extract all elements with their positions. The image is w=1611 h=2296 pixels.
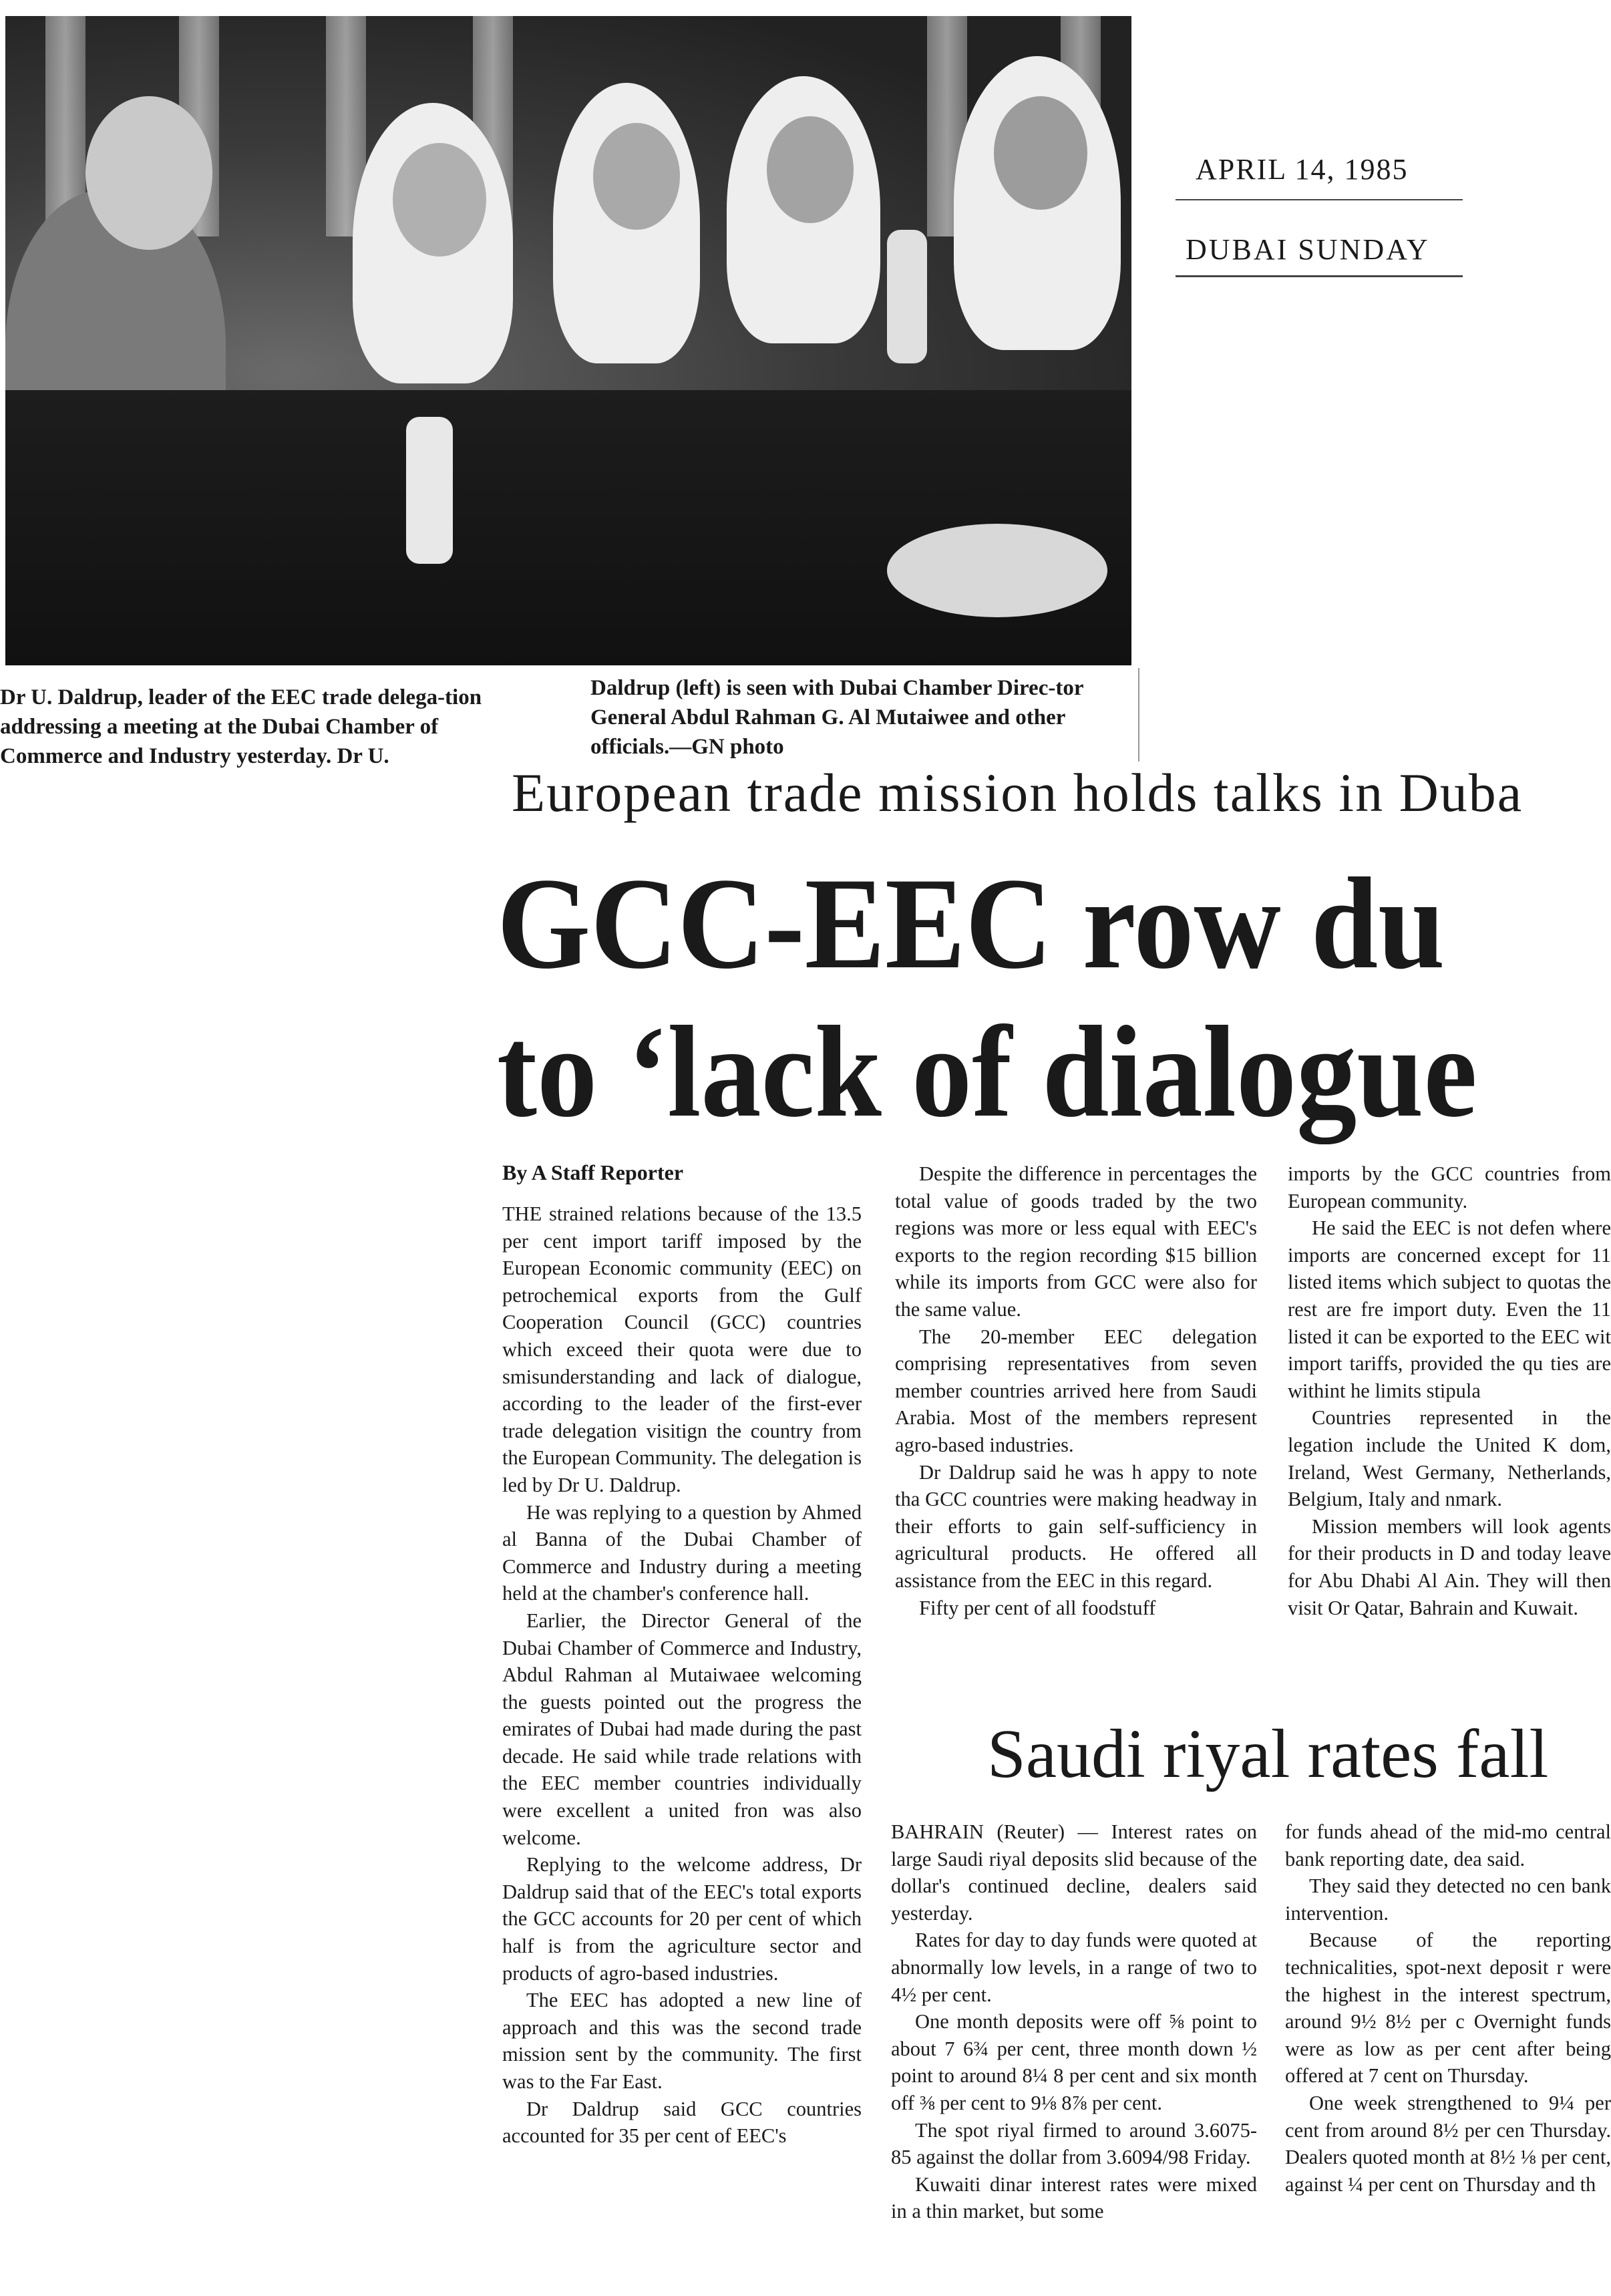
column-rule: [1138, 668, 1139, 762]
paragraph: Rates for day to day funds were quoted at abnormally low levels, in a range of two to 4½ per cent.: [891, 1929, 1257, 2006]
dateline-rule: [1176, 199, 1463, 200]
article-column-2: [895, 1160, 1257, 1621]
paragraph: Earlier, the Director General of the Dubai Chamber of Commerce and Industry, Abdul Rahman al Mutaiwaee welcoming the guests pointed out the progress the emirates of Dubai had made during the past decade. He said while trade relations with the EEC member countries individually were excellent a united fron was also welcome.: [502, 1609, 862, 1849]
article-headline: [497, 850, 1522, 1146]
paragraph: The 20-member EEC delegation comprising representatives from seven member countries arrived here from Saudi Arabia. Most of the members represent agro-based industries.: [895, 1325, 1257, 1456]
article-kicker: European trade mission holds talks in Duba: [512, 762, 1524, 823]
dateline-date: APRIL 14, 1985: [1196, 153, 1409, 186]
paragraph: He was replying to a question by Ahmed al Banna of the Dubai Chamber of Commerce and Industry during a meeting held at the chamber's conference hall.: [502, 1500, 862, 1605]
paragraph: The EEC has adopted a new line of approach and this was the second trade mission sent by the community. The first was to the Far East.: [502, 1989, 862, 2093]
paragraph: THE strained relations because of the 13.5 per cent import tariff imposed by the European Economic community (EEC) on petrochemical exports from the Gulf Cooperation Council (GCC) countries which exceed their quota were due to smisunderstanding and lack of dialogue, according to the leader of the first-ever trade delegation visitign the country from the European Community. The delegation is led by Dr U. Daldrup.: [502, 1202, 862, 1496]
paragraph: Kuwaiti dinar interest rates were mixed in a thin market, but some: [891, 2172, 1257, 2223]
paragraph: Fifty per cent of all foodstuff: [919, 1596, 1156, 1619]
article-column-3: [1288, 1160, 1611, 1621]
dateline-rule-bottom: [1176, 275, 1463, 277]
article-column-1: [502, 1200, 862, 2150]
paragraph: He said the EEC is not defen where imports are concerned except for 11 listed items which subject to quotas the rest are fre import duty. Even the 11 listed it can be exported to the EEC wit import tariffs, provided the qu ties are withint he limits stipula: [1288, 1216, 1611, 1402]
paragraph: Dr Daldrup said he was h appy to note tha GCC countries were making headway in their efforts to gain self-sufficiency in agricultural products. He offered all assistance from the EEC in this regard.: [895, 1460, 1257, 1592]
photo-caption-left: Dr U. Daldrup, leader of the EEC trade delega-tion addressing a meeting at the Dubai Chamber of Commerce and Industry yesterday. Dr U.: [0, 685, 482, 768]
paragraph: Replying to the welcome address, Dr Daldrup said that of the EEC's total exports the GCC accounts for 20 per cent of which half is from the agriculture sector and products of agro-based industries.: [502, 1853, 862, 1985]
meeting-photo: [5, 16, 1131, 665]
headline-line-1: GCC-EEC row du: [497, 851, 1445, 996]
paragraph: for funds ahead of the mid-mo central bank reporting date, dea said.: [1285, 1820, 1611, 1870]
paragraph: One month deposits were off ⅝ point to about 7 6¾ per cent, three month down ½ point to around 8¼ 8 per cent and six month off ⅜ per cent to 9⅛ 8⅞ per cent.: [891, 2010, 1257, 2114]
photo-caption-right: Daldrup (left) is seen with Dubai Chamber Direc-tor General Abdul Rahman G. Al Mutaiwee and other officials.—GN photo: [590, 676, 1083, 759]
byline: By A Staff Reporter: [502, 1160, 684, 1184]
dateline-day: DUBAI SUNDAY: [1186, 233, 1430, 266]
paragraph: Mission members will look agents for their products in D and today leave for Abu Dhabi Al Ain. They will then visit Or Qatar, Bahrain and Kuwait.: [1288, 1514, 1611, 1619]
paragraph: They said they detected no cen bank intervention.: [1285, 1874, 1611, 1925]
paragraph: Because of the reporting technicalities, spot-next deposit r were the highest in the interest spectrum, around 9½ 8½ per c Overnight funds were as low as per cent after being offered at 7 cent on Thursday.: [1285, 1929, 1611, 2088]
paragraph: imports by the GCC countries from European community.: [1288, 1162, 1611, 1212]
paragraph: Countries represented in the legation include the United K dom, Ireland, West Germany, Netherlands, Belgium, Italy and nmark.: [1288, 1406, 1611, 1511]
paragraph: Despite the difference in percentages the total value of goods traded by the two regions was more or less equal with EEC's exports to the region recording $15 billion while its imports from GCC were also for the same value.: [895, 1162, 1257, 1321]
riyal-column-1: [891, 1818, 1257, 2225]
paragraph: Dr Daldrup said GCC countries accounted for 35 per cent of EEC's: [502, 2097, 862, 2148]
riyal-headline: Saudi riyal rates fall: [987, 1715, 1549, 1792]
paragraph: BAHRAIN (Reuter) — Interest rates on large Saudi riyal deposits slid because of the dollar's continued decline, dealers said yesterday.: [891, 1820, 1257, 1925]
headline-line-2: to ‘lack of dialogue: [497, 999, 1477, 1144]
paragraph: One week strengthened to 9¼ per cent from around 8½ per cen Thursday. Dealers quoted month at 8½ ⅛ per cent, against ¼ per cent on Thursday and th: [1285, 2091, 1611, 2196]
riyal-column-2: [1285, 1818, 1611, 2198]
paragraph: The spot riyal firmed to around 3.6075-85 against the dollar from 3.6094/98 Friday.: [891, 2118, 1257, 2169]
